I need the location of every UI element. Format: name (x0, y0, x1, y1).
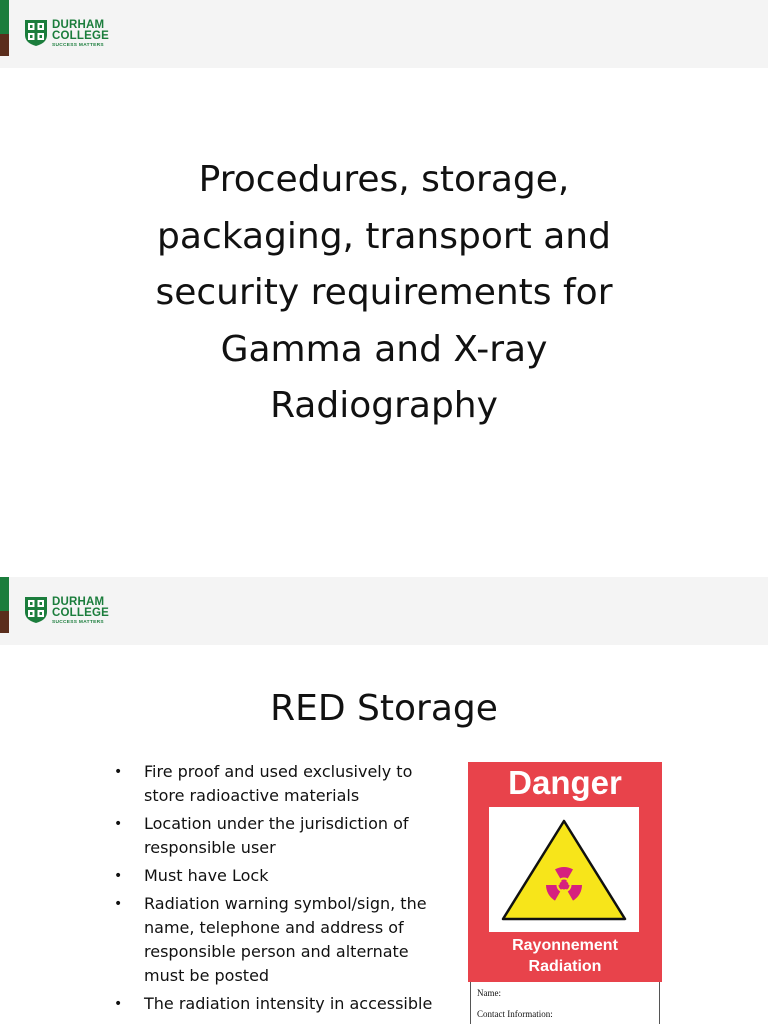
logo-line-2: COLLEGE (52, 607, 109, 619)
danger-radiation-sign (468, 762, 662, 1024)
bullet-text: Fire proof and used exclusively to store radioactive materials (144, 762, 413, 805)
radiation-trefoil-icon (489, 807, 639, 932)
bullet-list (114, 760, 444, 1020)
title-line: packaging, transport and (157, 215, 611, 257)
sign-contact-field: Contact Information: (477, 1009, 553, 1019)
sign-symbol-panel (489, 807, 639, 932)
slide-header (0, 0, 768, 68)
accent-bar-brown (0, 34, 9, 56)
bullet-text: Location under the jurisdiction of responsible user (144, 814, 409, 857)
list-item (114, 812, 444, 860)
accent-bar (0, 0, 9, 68)
slide-gap (0, 548, 768, 577)
title-line: Gamma and X-ray (220, 328, 548, 370)
slide-2-title: RED Storage (270, 688, 498, 729)
bullet-icon: • (114, 764, 123, 780)
accent-bar-brown (0, 611, 9, 633)
slide-1-title (84, 152, 684, 435)
durham-college-logo (24, 19, 124, 49)
sign-label-fr: Rayonnement (512, 937, 618, 954)
logo-tagline: SUCCESS MATTERS (52, 620, 104, 625)
bullet-text: Must have Lock (144, 866, 269, 885)
logo-line-1: DURHAM (52, 19, 105, 31)
sign-info-panel (470, 982, 660, 1024)
sign-name-field: Name: (477, 988, 501, 998)
title-line: Procedures, storage, (198, 159, 570, 200)
college-crest-icon (24, 596, 48, 624)
list-item (114, 892, 444, 988)
logo-line-1: DURHAM (52, 596, 105, 608)
durham-college-logo (24, 596, 124, 626)
college-crest-icon (24, 19, 48, 47)
bullet-icon: • (114, 816, 123, 832)
bullet-icon: • (114, 996, 123, 1012)
sign-heading: Danger (508, 764, 622, 801)
title-line: security requirements for (155, 272, 613, 313)
list-item (114, 864, 444, 888)
bullet-text: The radiation intensity in accessible (144, 994, 433, 1013)
list-item (114, 992, 444, 1016)
sign-label-en: Radiation (528, 958, 602, 975)
bullet-icon: • (114, 868, 123, 884)
accent-bar-green (0, 0, 9, 34)
slide-header (0, 577, 768, 645)
logo-tagline: SUCCESS MATTERS (52, 43, 104, 48)
accent-bar-green (0, 577, 9, 611)
bullet-icon: • (114, 896, 123, 912)
accent-bar (0, 577, 9, 645)
logo-line-2: COLLEGE (52, 30, 109, 42)
title-line: Radiography (270, 385, 498, 426)
list-item (114, 760, 444, 808)
bullet-text: Radiation warning symbol/sign, the name, telephone and address of responsible person and alternate must be posted (144, 894, 427, 985)
